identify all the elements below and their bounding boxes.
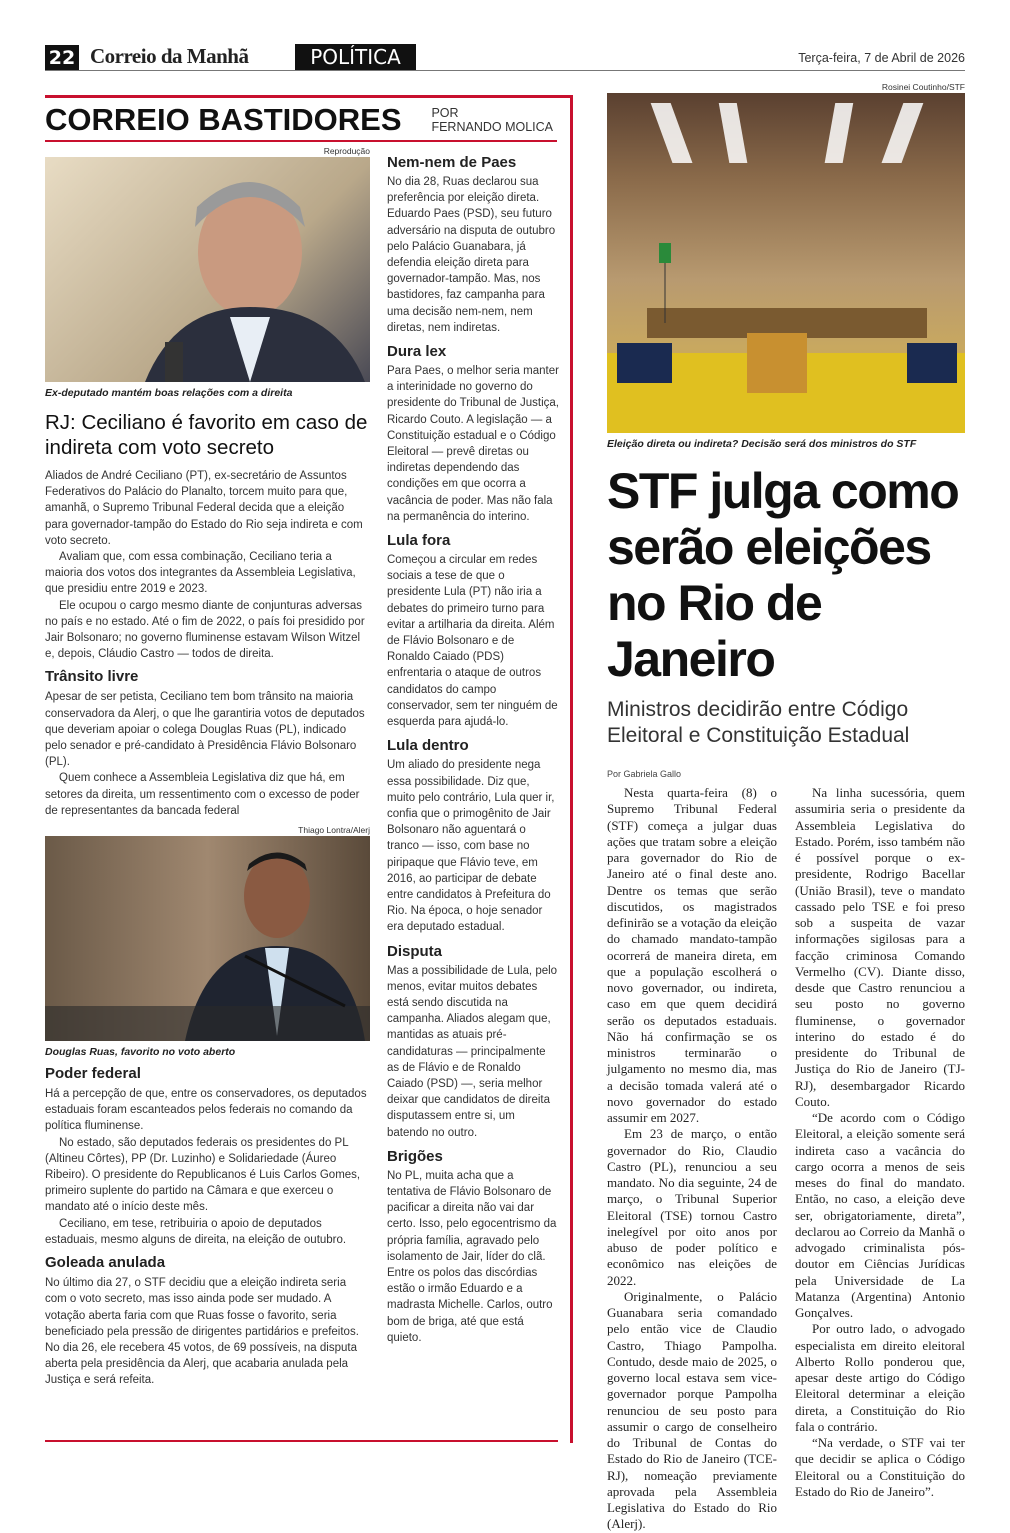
column-notes [387,150,559,1346]
page-number: 22 [45,45,79,71]
note-text: Mas a possibilidade de Lula, pelo menos, evitar muitos debates está sendo discutida na campanha. Aliados alegam que, mantidas as atuais pré-candidaturas — principalmente as de Flávio e de Ronaldo Caiado (PSD) —, seria melhor deixar que candidatos de direita disputassem entre si, um batendo no outro. [387,964,558,1139]
paragraph: No último dia 27, o STF decidiu que a eleição indireta seria com o voto secreto, mas isso ainda pode ser mudado. A votação aberta faria com que Ruas fosse o favorito, seria beneficiado pela pressão de dirigentes partidários e prefeitos. No dia 26, ele recebera 45 votos, de 69 possíveis, na disputa aberta pela presidência da Alerj, que acabaria anulada pela Justiça e será refeita. [45,1277,359,1387]
paragraph: Aliados de André Ceciliano (PT), ex-secretário de Assuntos Federativos do Palácio do Planalto, torcem muito para que, amanhã, o Supremo Tribunal Federal decida que a eleição para governador-tampão do Estado do Rio seja indireta e com voto secreto. [45,470,363,547]
column-author [431,106,557,134]
author-name: FERNANDO MOLICA [431,120,553,134]
header-divider [45,70,965,71]
article-body [607,785,965,1533]
paragraph: No estado, são deputados federais os presidentes do PL (Altineu Côrtes), PP (Dr. Luzinho) e Solidariedade (Áureo Ribeiro). O presidente do Republicanos é Luis Carlos Gomes, primeiro suplente do partido na Câmara e que exerceu o mandato até o início deste mês. [45,1136,361,1214]
paragraph: “De acordo com o Código Eleitoral, a eleição somente será indireta caso a vacância do cargo ocorra a menos de seis meses do final do mandato. Então, no caso, a eleição deve ser, obrigatoriamente, direta”, declarou ao Correio da Manhã o advogado criminalista pós-doutor em Ciências Jurídicas pela Universidade de La Matanza (Argentina) Antonio Gonçalves. [795,1110,965,1320]
paragraph: Ele ocupou o cargo mesmo diante de conjunturas adversas no país e no estado. Até o fim de 2022, o país foi presidido por Jair Bolsonaro; no governo fluminense estavam Wilson Witzel e, depois, Cláudio Castro — todos de direita. [45,599,365,661]
by-label: POR [431,106,459,120]
newspaper-name: Correio da Manhã [90,44,249,68]
paragraph: Avaliam que, com essa combinação, Ceciliano teria a maioria dos votos dos integrantes da Assembleia Legislativa, que presidiu entre 2019 e 2023. [45,551,356,596]
article-subheadline: Ministros decidirão entre Código Eleitoral e Constituição Estadual [607,698,910,747]
paragraph: Ceciliano, em tese, retribuiria o apoio de deputados estaduais, mesmo alguns de direita, na eleição de outubro. [45,1217,347,1246]
note-title: Lula fora [387,532,451,550]
note-text: No PL, muita acha que a tentativa de Flávio Bolsonaro de pacificar a direita não vai dar certo. Isso, pelo egocentrismo da própria família, agravado pelo isolamento de Jair, líder do clã. Entre os polos das discórdias estão o irmão Eduardo e a madrasta Michelle. Carlos, outro bom de briga, até que está quieto. [387,1169,557,1344]
paragraph: Originalmente, o Palácio Guanabara seria comandado pelo então vice de Claudio Castro, Thiago Pampolha. Contudo, desde maio de 2025, o governo local estava sem vice-governador porque Pampolha renunciou de seu posto para assumir o cargo de conselheiro do Tribunal de Contas do Estado do Rio de Janeiro (TCE-RJ), nomeação previamente aprovada pela Assembleia Legislativa do Estado do Rio (Alerj). [607,1288,777,1532]
column-title: CORREIO BASTIDORES [45,102,402,137]
note-title: Dura lex [387,343,447,361]
column-continued [45,1065,370,1388]
ceciliano-photo [45,157,370,382]
note-title: Disputa [387,942,443,960]
stf-plenary-photo [607,93,965,433]
column-left [45,146,370,1389]
paragraph: “Na verdade, o STF vai ter que decidir se aplica o Código Eleitoral ou a Constituição do Estado do Rio de Janeiro”. [795,1435,965,1499]
photo-caption: Ex-deputado mantém boas relações com a direita [45,387,293,399]
column-intro [45,468,370,819]
note-title: Nem-nem de Paes [387,154,517,171]
paragraph: Apesar de ser petista, Ceciliano tem bom trânsito na maioria conservadora da Alerj, o que lhe garantiria votos de deputados que deveriam apoiar o colega Douglas Ruas (PL), indicado pelo senador e pré-candidato à Presidência Flávio Bolsonaro (PL). [45,691,365,769]
note-title: Brigões [387,1147,443,1165]
issue-date: Terça-feira, 7 de Abril de 2026 [798,51,965,65]
note-title: Lula dentro [387,737,469,755]
title-underline [45,140,557,142]
article-headline: STF julga como serão eleições no Rio de Janeiro [607,463,959,687]
column-box-right [570,95,573,1443]
paragraph: Há a percepção de que, entre os conservadores, os deputados estaduais foram escanteados pelos federais no comando da política fluminense. [45,1088,367,1133]
subheading: Poder federal [45,1065,141,1083]
paragraph: Em 23 de março, o então governador do Rio, Claudio Castro (PL), renunciou a seu mandato. No dia seguinte, 24 de março, o Tribunal Superior Eleitoral (TSE) tornou Castro inelegível por oito anos por abuso de poder político e econômico nas eleições de 2022. [607,1126,777,1288]
article [607,82,965,1533]
photo-credit: Thiago Lontra/Alerj [298,825,370,836]
column-box-bottom [45,1440,558,1442]
photo-credit: Rosinei Coutinho/STF [881,82,965,92]
column-box-top [45,95,573,98]
article-byline: Por Gabriela Gallo [607,769,682,779]
note-text: Para Paes, o melhor seria manter a interinidade no governo do presidente do Tribunal de Justiça, Ricardo Couto. A legislação — a Constituição estadual e o Código Eleitoral — prevê diretas ou indiretas dependendo das condições em que ocorra a vacância de poder. Mas não fala na permanência do interino. [387,365,559,523]
section-label: POLÍTICA [295,44,416,70]
paragraph: Na linha sucessória, quem assumiria seria o presidente da Assembleia Legislativa do Estado. Porém, isso também não é possível porque o ex-presidente, Rodrigo Bacellar (União Brasil), teve o mandato cassado pelo TSE e foi preso sob a suspeita de vazar informações sigilosas para a facção criminosa Comando Vermelho (CV). Diante disso, desde que Castro renunciou a seu posto no governo fluminense, o governador interino do estado é do presidente do Tribunal de Justiça do Rio de Janeiro (TJ-RJ), desembargador Ricardo Couto. [795,785,965,1109]
column-title-row [45,102,557,138]
subheading: Trânsito livre [45,668,139,686]
paragraph: Nesta quarta-feira (8) o Supremo Tribunal Federal (STF) começa a julgar duas ações que tratam sobre a eleição para governador do Rio de Janeiro até o final deste ano. Dentre os temas que serão discutidos, os magistrados definirão se a votação da eleição do chamado mandato-tampão ocorrerá de maneira direta, em que a população escolherá o novo governador, ou indireta, caso em que quem decidirá serão os deputados estaduais. Não há confirmação se os ministros terminarão o julgamento no mesmo dia, mas a decisão tomada valerá até o novo governador do estado assumir em 2027. [607,785,777,1125]
photo-caption: Douglas Ruas, favorito no voto aberto [45,1046,236,1059]
column-headline: RJ: Ceciliano é favorito em caso de indireta com voto secreto [45,411,368,459]
note-text: No dia 28, Ruas declarou sua preferência por eleição direta. Eduardo Paes (PSD), seu futuro adversário na disputa de outubro pelo Palácio Guanabara, já defendia eleição direta para governador-tampão. Mas, nos bastidores, faz campanha para uma decisão nem-nem, nem diretas, nem indiretas. [387,176,556,334]
subheading: Goleada anulada [45,1254,166,1272]
photo-credit: Reprodução [323,146,370,156]
paragraph: Quem conhece a Assembleia Legislativa diz que há, em setores da direita, um ressentimento com o excesso de poder de representantes da bancada federal [45,772,360,817]
note-text: Começou a circular em redes sociais a tese de que o presidente Lula (PT) não iria a debates do primeiro turno para evitar a artilharia da direita. Além de Flávio Bolsonaro e de Ronaldo Caiado (PDS) enfrentaria o ataque de outros candidatos do campo conservador, sem ter ninguém de esquerda para ajudá-lo. [387,554,558,729]
douglas-ruas-photo [45,836,370,1041]
paragraph: Por outro lado, o advogado especialista em direito eleitoral Alberto Rollo ponderou que, apesar deste artigo do Código Eleitoral determinar a eleição direta, a Constituição do Rio fala o contrário. [795,1321,965,1434]
note-text: Um aliado do presidente nega essa possibilidade. Diz que, muito pelo contrário, Lula quer ir, confia que o primogênito de Jair Bolsonaro não aguentará o tranco — isso, com base no piripaque que Flávio teve, em 2016, ao participar de debate entre candidatos à Prefeitura do Rio. Na época, o hoje senador era deputado estadual. [387,759,555,934]
photo-caption: Eleição direta ou indireta? Decisão será dos ministros do STF [607,438,917,450]
